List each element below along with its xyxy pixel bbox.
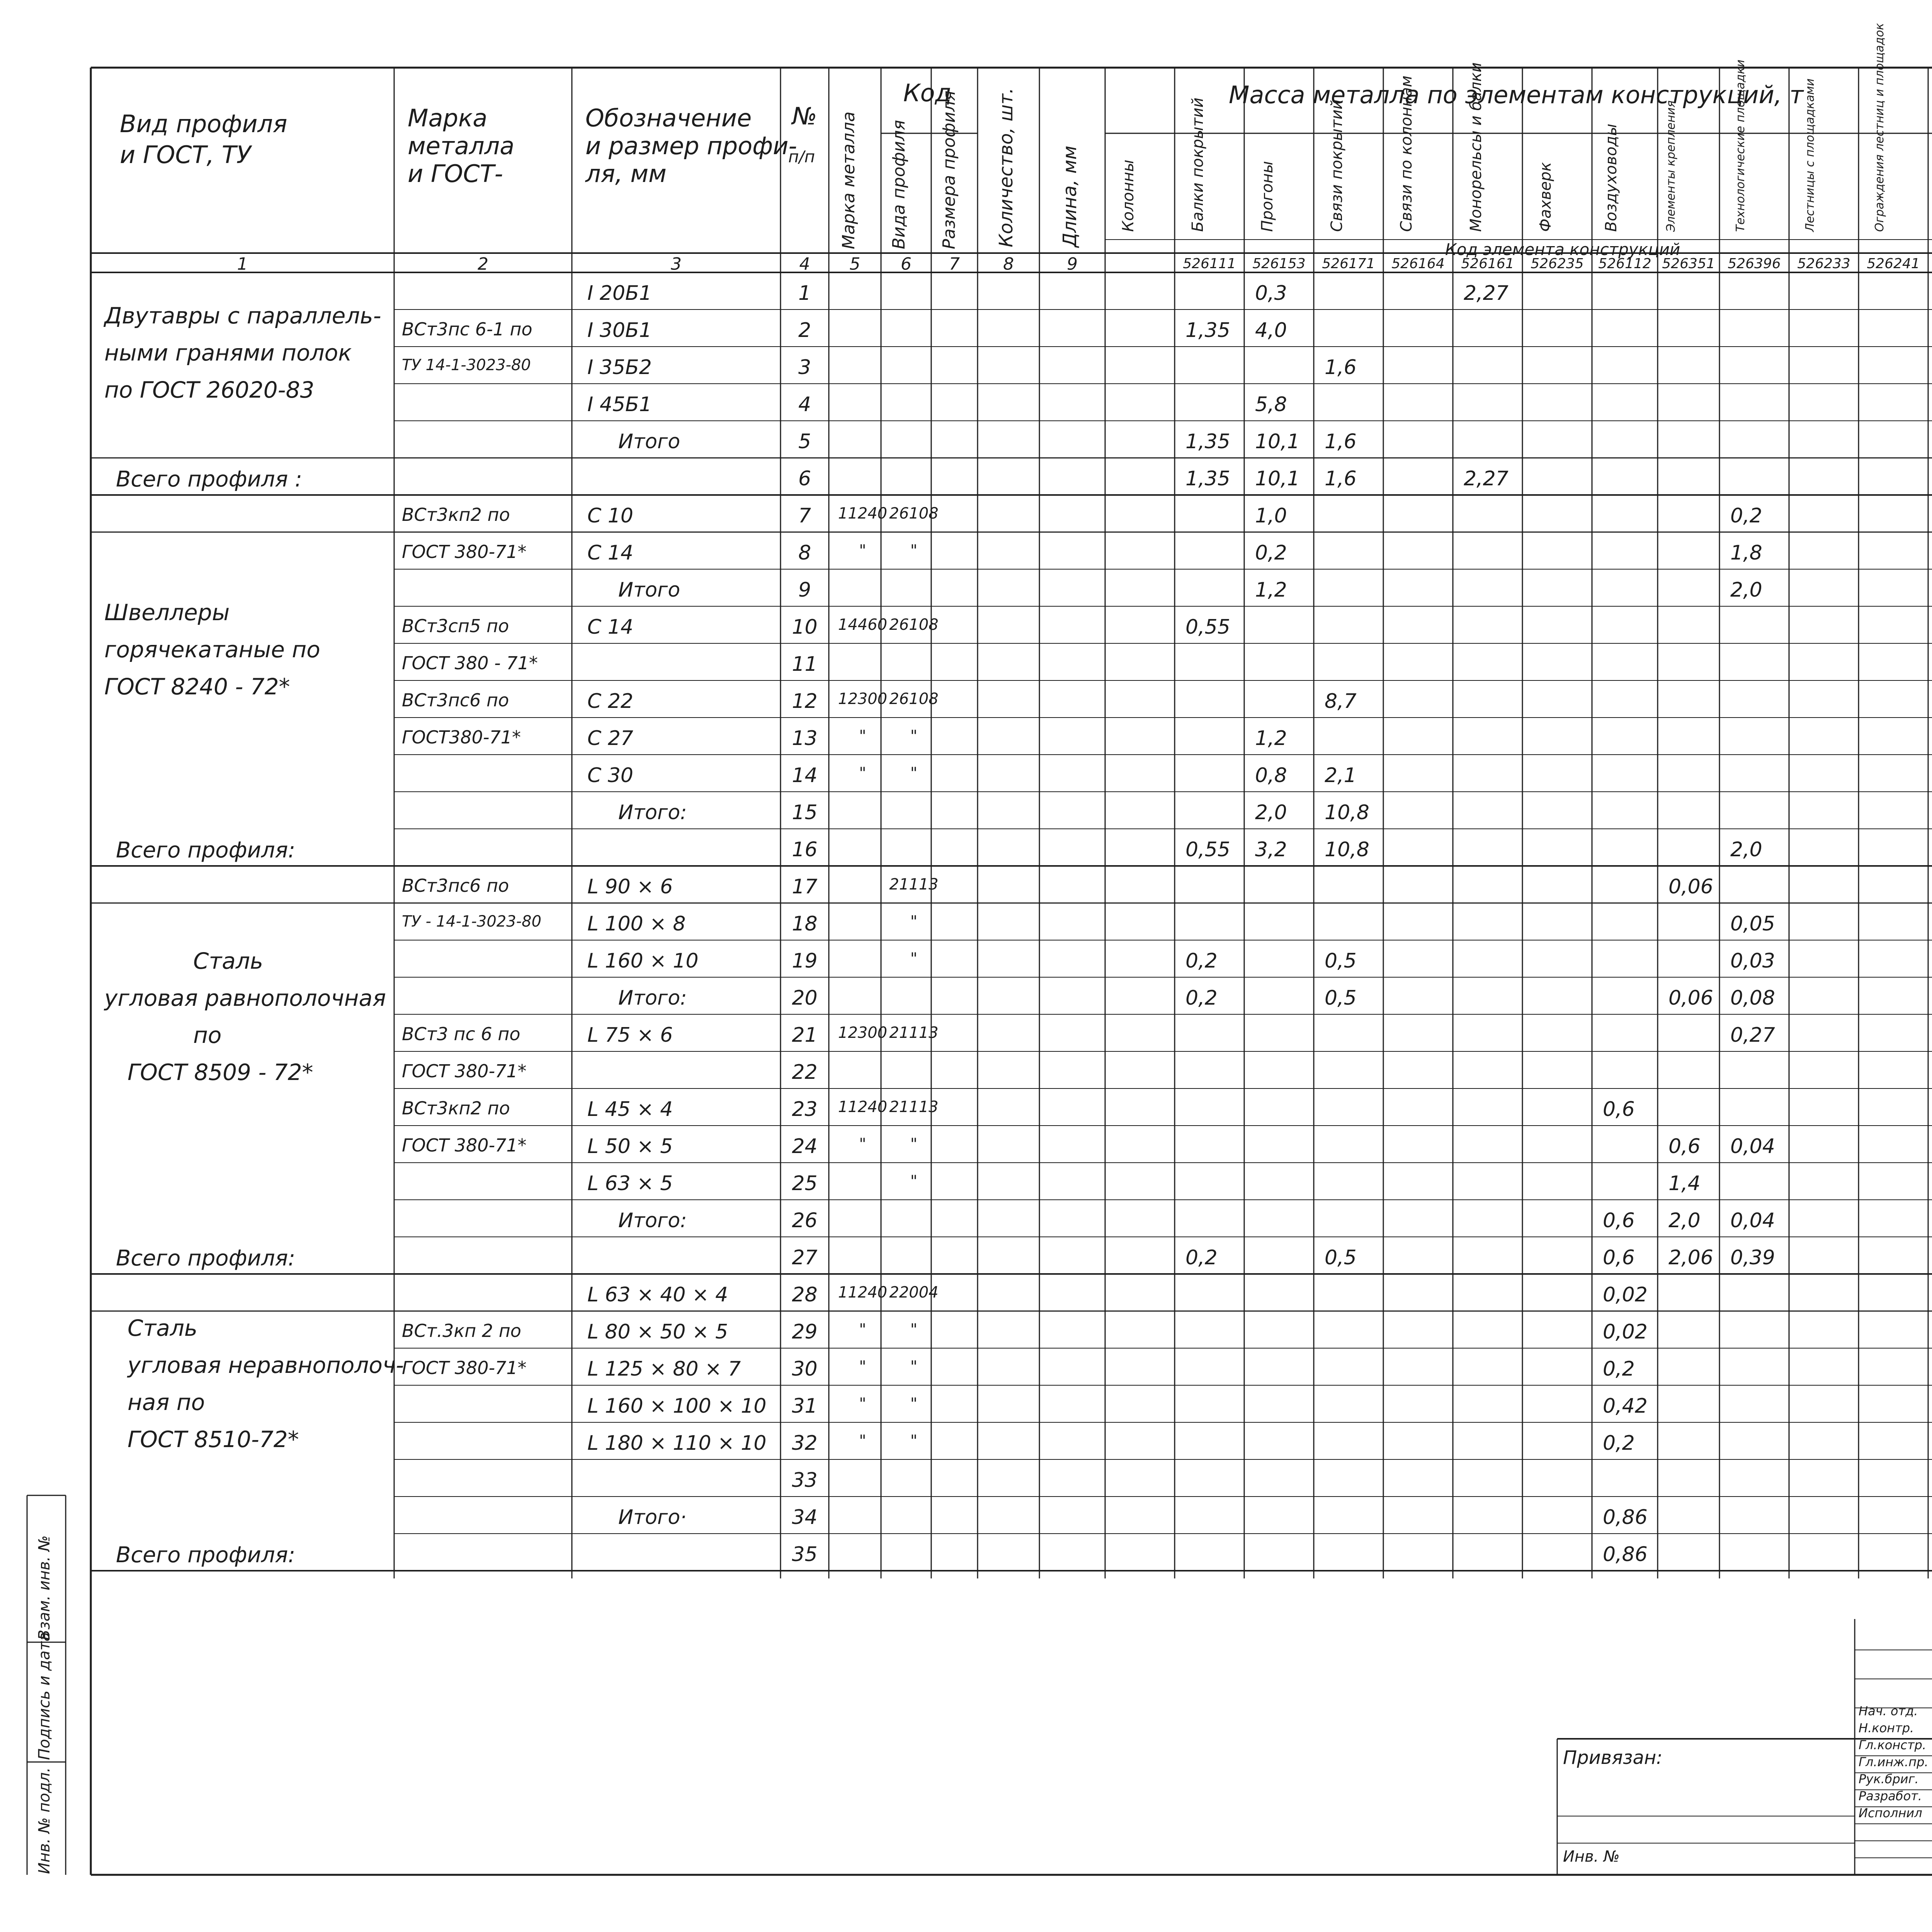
row-mass-krepl: 0,04 [1730,1135,1775,1158]
row-profile-size: I 35Б2 [587,356,652,379]
row-number: 13 [792,727,818,750]
row-mass-svyazi_kol: 2,27 [1464,282,1509,305]
row-profile-size: Итого: [618,986,687,1010]
row-number: 32 [792,1432,818,1455]
row-code-type: " [910,1395,918,1413]
group-label: ГОСТ 8240 - 72* [104,673,290,700]
row-total-label: Всего профиля: [116,1246,296,1271]
row-number: 22 [792,1061,818,1084]
row-steel-grade: ВСт3пс6 по [402,690,509,711]
row-profile-size: L 160 × 100 × 10 [587,1395,767,1418]
row-code-type: " [910,542,918,560]
header-element: Ограждения лестниц и площадок [1873,23,1886,232]
row-profile-size: L 80 × 50 × 5 [587,1320,728,1344]
row-profile-size: С 10 [587,504,634,527]
row-mass-fakhverk: 0,6 [1603,1209,1635,1232]
row-code-type: 26108 [889,505,939,522]
row-mass-colonny: 0,2 [1185,986,1218,1010]
row-mass-balki: 4,0 [1255,319,1287,342]
row-mass-fakhverk: 0,02 [1603,1283,1648,1306]
row-code-type: 21113 [889,876,939,893]
row-mass-balki: 5,8 [1255,393,1287,416]
row-number: 4 [798,393,811,416]
row-mass-vozdukh: 0,06 [1668,986,1713,1010]
group-label: Швеллеры [104,599,230,626]
row-code-grade: 12300 [838,690,888,708]
row-code-type: " [910,1432,918,1450]
header-element-code: 526112 [1598,256,1651,272]
row-number: 2 [798,319,811,342]
row-mass-balki: 0,2 [1255,541,1287,565]
row-number: 7 [798,504,811,527]
row-steel-grade: ВСт3кп2 по [402,1098,510,1119]
header-element-code: 526111 [1183,256,1236,272]
row-mass-vozdukh: 2,0 [1668,1209,1701,1232]
row-number: 12 [792,690,818,713]
row-code-grade: " [859,1432,866,1450]
row-profile-size: Итого [618,578,680,602]
header-col-number: 6 [901,254,912,274]
row-number: 28 [792,1283,818,1306]
row-profile-size: L 50 × 5 [587,1135,673,1158]
row-mass-colonny: 1,35 [1185,319,1230,342]
row-mass-balki: 0,3 [1255,282,1287,305]
row-mass-balki: 0,8 [1255,764,1287,787]
row-steel-grade: ГОСТ 380 - 71* [402,653,538,673]
row-mass-progony: 0,5 [1325,986,1357,1010]
row-profile-size: Итого: [618,801,687,824]
row-code-type: " [910,913,918,930]
group-label: Сталь [128,1315,198,1342]
row-code-type: 22004 [889,1284,939,1301]
row-number: 3 [798,356,811,379]
row-profile-size: L 63 × 40 × 4 [587,1283,728,1306]
row-steel-grade: ТУ 14-1-3023-80 [402,356,531,374]
row-total-label: Всего профиля: [116,1543,296,1568]
row-code-type: " [910,1172,918,1190]
row-profile-size: L 180 × 110 × 10 [587,1432,767,1455]
row-mass-balki: 1,2 [1255,578,1287,602]
row-profile-size: Итого· [618,1506,687,1529]
row-number: 34 [792,1506,818,1529]
header-element-code: 526233 [1797,256,1850,272]
header-element: Лестницы с площадками [1803,78,1817,232]
row-steel-grade: ГОСТ380-71* [402,727,521,748]
header-col-number: 4 [799,254,810,274]
row-steel-grade: ГОСТ 380-71* [402,1135,527,1156]
row-steel-grade: ВСт3кп2 по [402,504,510,525]
signature-role: Гл.констр. [1859,1738,1926,1752]
row-mass-krepl: 0,2 [1730,504,1762,527]
row-total-label: Всего профиля: [116,838,296,863]
row-mass-vozdukh: 2,06 [1668,1246,1713,1269]
row-mass-balki: 1,0 [1255,504,1287,527]
row-mass-colonny: 1,35 [1185,467,1230,490]
header-qty: Количество, шт. [995,88,1017,247]
row-number: 6 [798,467,811,490]
row-profile-size: L 63 × 5 [587,1172,673,1195]
header-element: Монорельсы и балки [1467,62,1485,232]
row-profile-size: L 125 × 80 × 7 [587,1357,741,1381]
row-number: 31 [792,1395,818,1418]
row-profile-size: Итого: [618,1209,687,1232]
header-element: Прогоны [1259,161,1276,232]
header-element-code: 526171 [1322,256,1375,272]
row-mass-fakhverk: 0,2 [1603,1357,1635,1381]
row-mass-progony: 10,8 [1325,838,1369,861]
header-element: Балки покрытий [1189,97,1207,232]
row-number: 21 [792,1024,818,1047]
header-length: Длина, мм [1059,145,1081,247]
row-code-grade: " [859,727,866,745]
row-code-grade: " [859,542,866,560]
header-element: Воздуховоды [1602,124,1620,232]
header-col-number: 1 [237,254,248,274]
row-number: 17 [792,875,818,898]
row-mass-progony: 2,1 [1325,764,1357,787]
row-number: 1 [798,282,811,305]
header-col3-line: и размер профи- [585,132,797,160]
row-code-type: 21113 [889,1024,939,1042]
row-total-label: Всего профиля : [116,467,302,492]
row-profile-size: С 22 [587,690,634,713]
header-col1-line: Вид профиля [120,110,287,138]
privyazan-label: Привязан: [1563,1747,1663,1769]
header-element-code: 526396 [1728,256,1781,272]
row-number: 16 [792,838,818,861]
row-code-grade: " [859,1358,866,1376]
row-profile-size: L 100 × 8 [587,912,686,935]
row-steel-grade: ВСт.3кп 2 по [402,1320,521,1341]
header-col2-line: и ГОСТ- [408,160,503,188]
row-number: 9 [798,578,811,602]
row-code-type: " [910,1358,918,1376]
row-profile-size: С 27 [587,727,634,750]
row-code-type: " [910,764,918,782]
group-label: ГОСТ 8510-72* [128,1426,299,1453]
row-mass-balki: 3,2 [1255,838,1287,861]
row-number: 18 [792,912,818,935]
row-mass-colonny: 0,2 [1185,1246,1218,1269]
row-mass-krepl: 1,8 [1730,541,1762,565]
header-num-sign: № [792,102,817,130]
header-col-number: 7 [949,254,960,274]
header-element-code-caption: Код элемента конструкций [1445,240,1680,259]
row-profile-size: L 160 × 10 [587,949,699,973]
row-mass-balki: 10,1 [1255,430,1300,453]
group-label: ными гранями полок [104,339,352,366]
row-mass-krepl: 0,27 [1730,1024,1775,1047]
row-mass-fakhverk: 0,6 [1603,1098,1635,1121]
row-mass-colonny: 1,35 [1185,430,1230,453]
header-col2-line: Марка [408,104,488,132]
row-mass-balki: 10,1 [1255,467,1300,490]
header-col-number: 9 [1067,254,1078,274]
row-mass-vozdukh: 0,6 [1668,1135,1701,1158]
row-mass-fakhverk: 0,02 [1603,1320,1648,1344]
row-mass-krepl: 2,0 [1730,838,1762,861]
row-profile-size: С 14 [587,616,634,639]
row-number: 35 [792,1543,818,1566]
header-element: Элементы крепления [1664,100,1678,232]
row-mass-svyazi_kol: 2,27 [1464,467,1509,490]
header-element-code: 526241 [1867,256,1920,272]
row-code-grade: 12300 [838,1024,888,1042]
row-number: 25 [792,1172,818,1195]
header-col-number: 3 [671,254,682,274]
row-number: 5 [798,430,811,453]
row-mass-colonny: 0,55 [1185,838,1230,861]
row-mass-vozdukh: 0,06 [1668,875,1713,898]
row-mass-balki: 1,2 [1255,727,1287,750]
margin-stamp-label: Инв. № подл. [36,1767,53,1874]
header-element: Фахверк [1537,162,1554,232]
row-profile-size: L 45 × 4 [587,1098,673,1121]
header-element-code: 526164 [1391,256,1445,272]
signature-role: Разработ. [1859,1789,1922,1803]
row-mass-fakhverk: 0,2 [1603,1432,1635,1455]
margin-stamp-label: Взам. инв. № [36,1535,53,1640]
header-code-sub: Вида профиля [889,120,909,249]
group-label: по ГОСТ 26020-83 [104,376,315,403]
row-code-type: " [910,950,918,968]
row-number: 20 [792,986,818,1010]
row-steel-grade: ВСт3пс6 по [402,875,509,896]
row-steel-grade: ВСт3сп5 по [402,616,509,636]
row-mass-progony: 0,5 [1325,949,1357,973]
row-mass-fakhverk: 0,6 [1603,1246,1635,1269]
row-number: 27 [792,1246,818,1269]
row-number: 33 [792,1469,818,1492]
row-profile-size: I 20Б1 [587,282,652,305]
header-num-pp: п/п [788,147,815,166]
header-col1-line: и ГОСТ, ТУ [120,141,251,169]
row-profile-size: I 45Б1 [587,393,652,416]
header-col3-line: Обозначение [585,104,752,132]
group-label: угловая неравнополоч- [128,1352,404,1379]
row-code-grade: " [859,764,866,782]
header-code-sub: Марка металла [839,111,859,249]
group-label: ГОСТ 8509 - 72* [128,1059,313,1085]
row-mass-krepl: 0,04 [1730,1209,1775,1232]
header-element: Связи покрытий [1328,99,1346,232]
row-mass-krepl: 0,03 [1730,949,1775,973]
row-code-grade: 11240 [838,1284,888,1301]
row-number: 26 [792,1209,818,1232]
row-mass-krepl: 2,0 [1730,578,1762,602]
header-element-code: 526235 [1531,256,1584,272]
group-label: Двутавры с параллель- [104,302,381,329]
signature-role: Нач. отд. [1859,1704,1918,1718]
header-col-number: 8 [1003,254,1014,274]
row-code-type: " [910,727,918,745]
header-element-code: 526161 [1461,256,1514,272]
row-code-grade: 11240 [838,505,888,522]
inventory-label: Инв. № [1563,1848,1620,1866]
row-code-grade: " [859,1395,866,1413]
row-steel-grade: ГОСТ 380-71* [402,1357,527,1378]
row-mass-colonny: 0,2 [1185,949,1218,973]
signature-role: Исполнил [1859,1806,1922,1820]
row-mass-fakhverk: 0,86 [1603,1543,1648,1566]
row-steel-grade: ВСт3 пс 6 по [402,1024,520,1044]
signature-role: Н.контр. [1859,1721,1914,1735]
row-mass-progony: 8,7 [1325,690,1357,713]
row-mass-balki: 2,0 [1255,801,1287,824]
header-col-number: 2 [478,254,488,274]
row-mass-progony: 1,6 [1325,430,1357,453]
header-element: Технологические площадки [1734,60,1747,232]
row-mass-krepl: 0,39 [1730,1246,1775,1269]
row-mass-progony: 10,8 [1325,801,1369,824]
row-code-grade: " [859,1321,866,1338]
row-number: 11 [792,653,818,676]
row-number: 19 [792,949,818,973]
row-profile-size: С 30 [587,764,634,787]
row-mass-krepl: 0,05 [1730,912,1775,935]
row-steel-grade: ГОСТ 380-71* [402,1061,527,1082]
row-mass-fakhverk: 0,86 [1603,1506,1648,1529]
row-steel-grade: ТУ - 14-1-3023-80 [402,913,542,930]
row-code-type: " [910,1321,918,1338]
row-number: 10 [792,616,818,639]
header-mass-title: Масса металла по элементам конструкций, т [1229,81,1804,109]
row-number: 30 [792,1357,818,1381]
row-code-grade: 14460 [838,616,888,634]
row-code-type: 21113 [889,1098,939,1116]
header-code-sub: Размера профиля [939,90,959,249]
margin-stamp-label: Подпись и дата [36,1632,53,1760]
signature-role: Рук.бриг. [1859,1772,1919,1786]
row-mass-colonny: 0,55 [1185,616,1230,639]
row-mass-fakhverk: 0,42 [1603,1395,1648,1418]
header-element-code: 526153 [1252,256,1306,272]
group-label: по [193,1022,222,1048]
row-number: 29 [792,1320,818,1344]
row-number: 14 [792,764,818,787]
row-code-type: " [910,1135,918,1153]
row-number: 24 [792,1135,818,1158]
signature-role: Гл.инж.пр. [1859,1755,1929,1769]
group-label: Сталь [193,948,264,974]
row-mass-progony: 0,5 [1325,1246,1357,1269]
row-code-grade: " [859,1135,866,1153]
row-profile-size: L 75 × 6 [587,1024,673,1047]
row-profile-size: L 90 × 6 [587,875,673,898]
row-code-type: 26108 [889,690,939,708]
row-code-grade: 11240 [838,1098,888,1116]
row-mass-progony: 1,6 [1325,467,1357,490]
header-element: Связи по колоннам [1398,75,1415,232]
row-mass-vozdukh: 1,4 [1668,1172,1701,1195]
row-profile-size: Итого [618,430,680,453]
group-label: горячекатаные по [104,636,320,663]
row-mass-progony: 1,6 [1325,356,1357,379]
row-code-type: 26108 [889,616,939,634]
header-col3-line: ля, мм [585,160,667,188]
header-col2-line: металла [408,132,515,160]
header-code-title: Код [903,79,952,107]
group-label: ная по [128,1389,205,1416]
row-mass-krepl: 0,08 [1730,986,1775,1010]
row-number: 23 [792,1098,818,1121]
row-number: 8 [798,541,811,565]
header-element-code: 526351 [1662,256,1715,272]
row-profile-size: I 30Б1 [587,319,652,342]
header-element: Колонны [1119,160,1137,232]
row-number: 15 [792,801,818,824]
row-profile-size: С 14 [587,541,634,565]
header-col-number: 5 [849,254,861,274]
row-steel-grade: ВСт3пс 6-1 по [402,319,532,340]
group-label: угловая равнополочная [104,985,386,1011]
row-steel-grade: ГОСТ 380-71* [402,541,527,562]
